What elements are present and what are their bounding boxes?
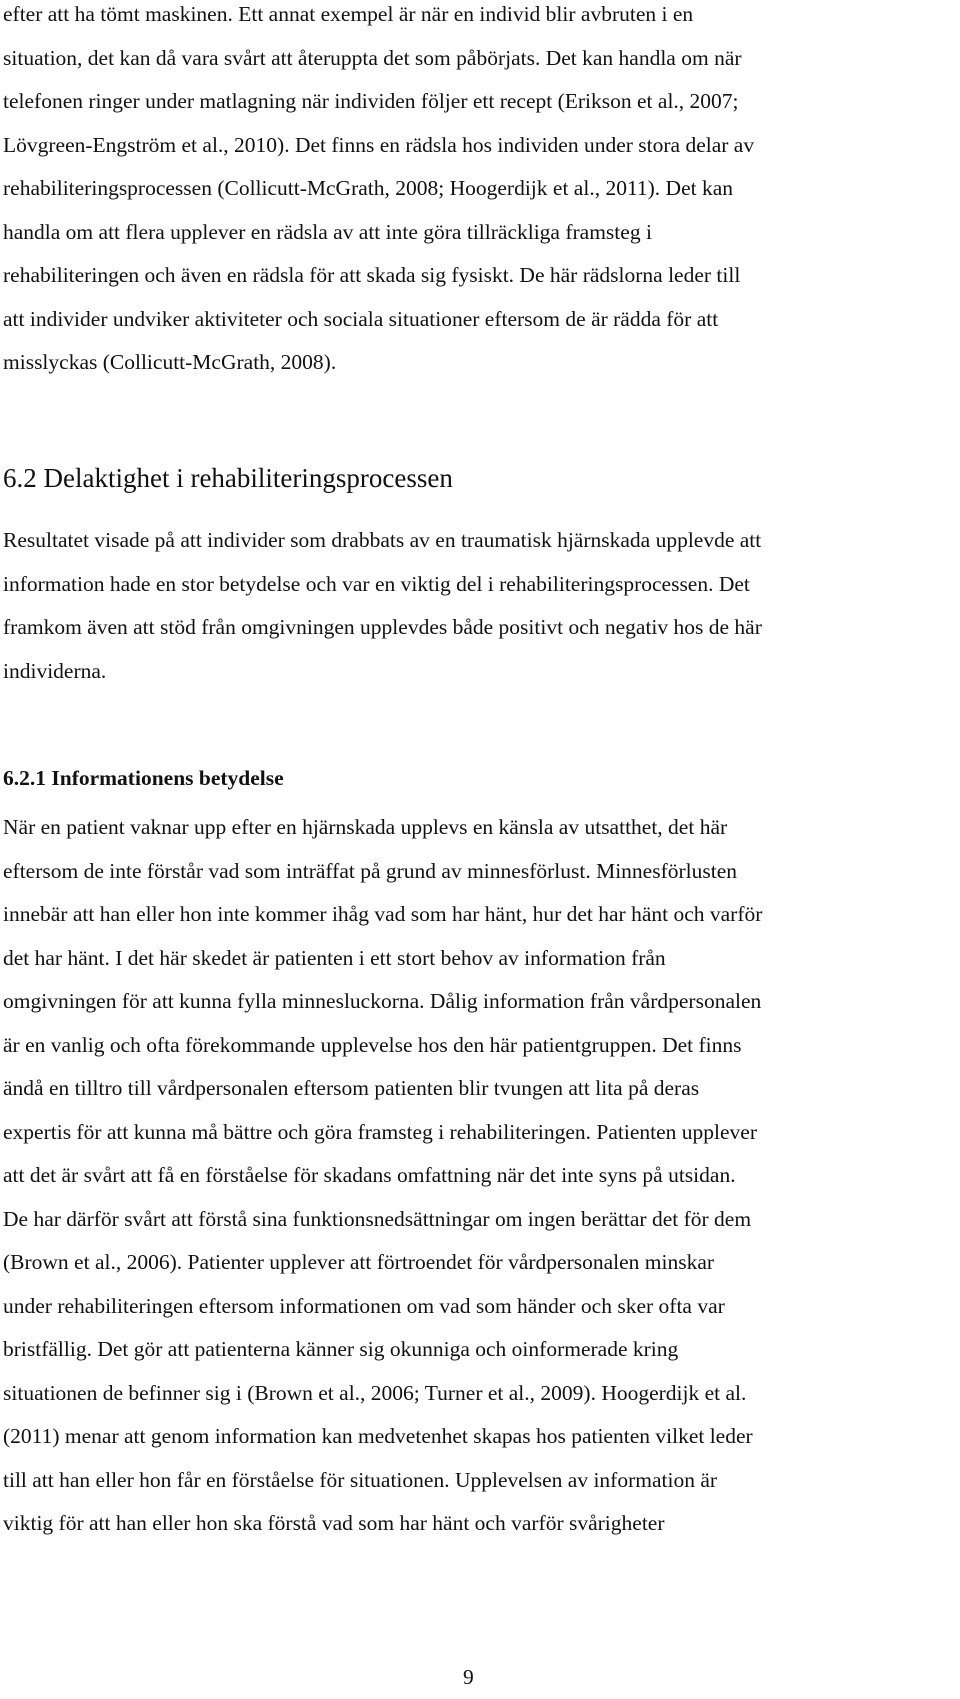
text-line: De har därför svårt att förstå sina funktionsnedsättningar om ingen berättar det för dem (3, 1206, 752, 1231)
subsection-paragraph (3, 806, 957, 1546)
section-intro-paragraph (3, 519, 957, 693)
text-line: under rehabiliteringen eftersom informationen om vad som händer och sker ofta var (3, 1293, 725, 1318)
text-line: rehabiliteringsprocessen (Collicutt-McGrath, 2008; Hoogerdijk et al., 2011). Det kan (3, 176, 734, 200)
page-number: 9 (463, 1665, 474, 1689)
text-line: är en vanlig och ofta förekommande upplevelse hos den här patientgruppen. Det finns (3, 1032, 742, 1057)
document-page (3, 0, 957, 1699)
text-line: situationen de befinner sig i (Brown et al., 2006; Turner et al., 2009). Hoogerdijk et al. (3, 1380, 747, 1405)
text-line: innebär att han eller hon inte kommer ihåg vad som har hänt, hur det har hänt och varför (3, 902, 763, 926)
text-line: telefonen ringer under matlagning när individen följer ett recept (Erikson et al., 2007; (3, 89, 739, 113)
text-line: det har hänt. I det här skedet är patienten i ett stort behov av information från (3, 945, 666, 970)
text-line: rehabiliteringen och även en rädsla för att skada sig fysiskt. De här rädslorna leder till (3, 263, 741, 287)
text-line: till att han eller hon får en förståelse för situationen. Upplevelsen av information är (3, 1467, 718, 1492)
text-line: viktig för att han eller hon ska förstå vad som har hänt och varför svårigheter (3, 1511, 665, 1535)
paragraph-continued (3, 0, 957, 385)
text-line: information hade en stor betydelse och var en viktig del i rehabiliteringsprocessen. Det (3, 571, 750, 596)
text-line: misslyckas (Collicutt-McGrath, 2008). (3, 350, 337, 374)
text-line: individerna. (3, 658, 107, 683)
text-line: situation, det kan då vara svårt att återuppta det som påbörjats. Det kan handla om när (3, 45, 742, 70)
text-line: eftersom de inte förstår vad som inträffat på grund av minnesförlust. Minnesförlusten (3, 858, 738, 883)
section-heading: 6.2 Delaktighet i rehabiliteringsprocessen (3, 463, 453, 493)
subsection-heading: 6.2.1 Informationens betydelse (3, 766, 284, 790)
text-line: (Brown et al., 2006). Patienter upplever att förtroendet för vårdpersonalen minskar (3, 1250, 715, 1274)
text-line: bristfällig. Det gör att patienterna känner sig okunniga och oinformerade kring (3, 1337, 679, 1361)
text-line: att individer undviker aktiviteter och sociala situationer eftersom de är rädda för att (3, 306, 719, 331)
text-line: handla om att flera upplever en rädsla av att inte göra tillräckliga framsteg i (3, 219, 652, 244)
text-line: expertis för att kunna må bättre och göra framsteg i rehabiliteringen. Patienten upplever (3, 1119, 758, 1144)
text-line: framkom även att stöd från omgivningen upplevdes både positivt och negativ hos de här (3, 615, 762, 639)
text-line: Resultatet visade på att individer som drabbats av en traumatisk hjärnskada upplevde att (3, 528, 762, 552)
text-line: (2011) menar att genom information kan medvetenhet skapas hos patienten vilket leder (3, 1424, 753, 1448)
text-line: Lövgreen-Engström et al., 2010). Det finns en rädsla hos individen under stora delar av (3, 132, 755, 157)
text-line: ändå en tilltro till vårdpersonalen eftersom patienten blir tvungen att lita på deras (3, 1076, 700, 1100)
text-line: omgivningen för att kunna fylla minnesluckorna. Dålig information från vårdpersonalen (3, 989, 762, 1013)
text-line: När en patient vaknar upp efter en hjärnskada upplevs en känsla av utsatthet, det här (3, 815, 728, 839)
text-line: efter att ha tömt maskinen. Ett annat exempel är när en individ blir avbruten i en (3, 2, 694, 26)
text-line: att det är svårt att få en förståelse för skadans omfattning när det inte syns på utsidan. (3, 1163, 736, 1187)
